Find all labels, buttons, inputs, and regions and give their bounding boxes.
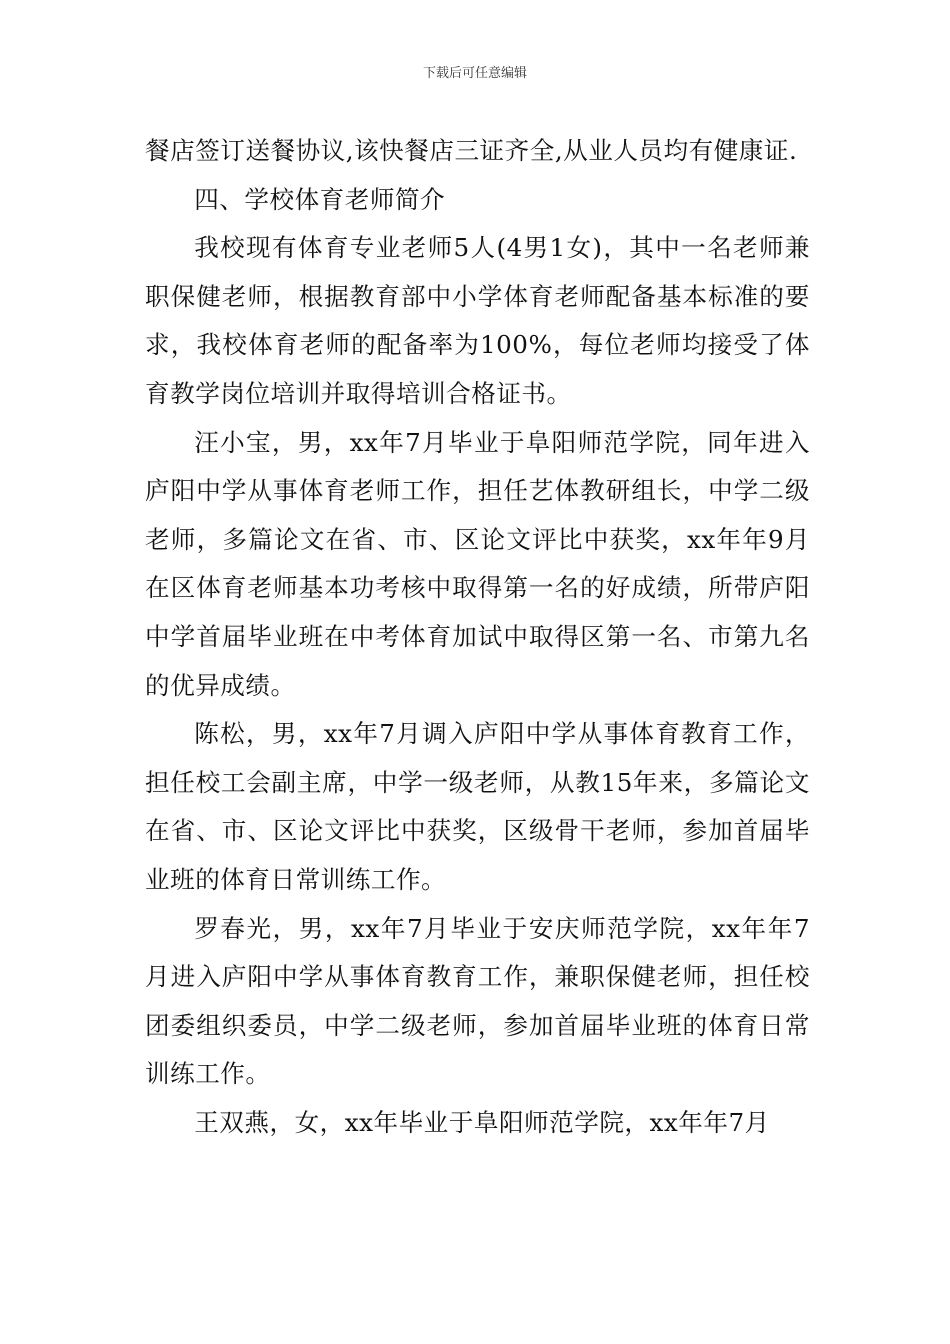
paragraph-intro: 我校现有体育专业老师5人(4男1女)，其中一名老师兼职保健老师，根据教育部中小学体育老师配备基本标准的要求，我校体育老师的配备率为100%，每位老师均接受了体育教学岗位培训并取得培训合格证书。 [145, 233, 810, 408]
paragraph-teacher-2: 陈松，男，xx年7月调入庐阳中学从事体育教育工作，担任校工会副主席，中学一级老师，从教15年来，多篇论文在省、市、区论文评比中获奖，区级骨干老师，参加首届毕业班的体育日常训练工作。 [145, 719, 810, 894]
paragraph-teacher-4: 王双燕，女，xx年毕业于阜阳师范学院，xx年年7月 [194, 1107, 770, 1137]
page-header-note: 下载后可任意编辑 [422, 66, 527, 81]
paragraph-continuation: 餐店签订送餐协议,该快餐店三证齐全,从业人员均有健康证. [145, 136, 798, 165]
section-heading: 四、学校体育老师简介 [194, 184, 446, 214]
paragraph-teacher-1: 汪小宝，男，xx年7月毕业于阜阳师范学院，同年进入庐阳中学从事体育老师工作，担任艺体教研组长，中学二级老师，多篇论文在省、市、区论文评比中获奖，xx年年9月在区体育老师基本功考核中取得第一名的好成绩，所带庐阳中学首届毕业班在中考体育加试中取得区第一名、市第九名的优异成绩。 [145, 427, 810, 700]
paragraph-teacher-3: 罗春光，男，xx年7月毕业于安庆师范学院，xx年年7月进入庐阳中学从事体育教育工作，兼职保健老师，担任校团委组织委员，中学二级老师，参加首届毕业班的体育日常训练工作。 [145, 913, 810, 1089]
document-body [145, 127, 810, 1147]
